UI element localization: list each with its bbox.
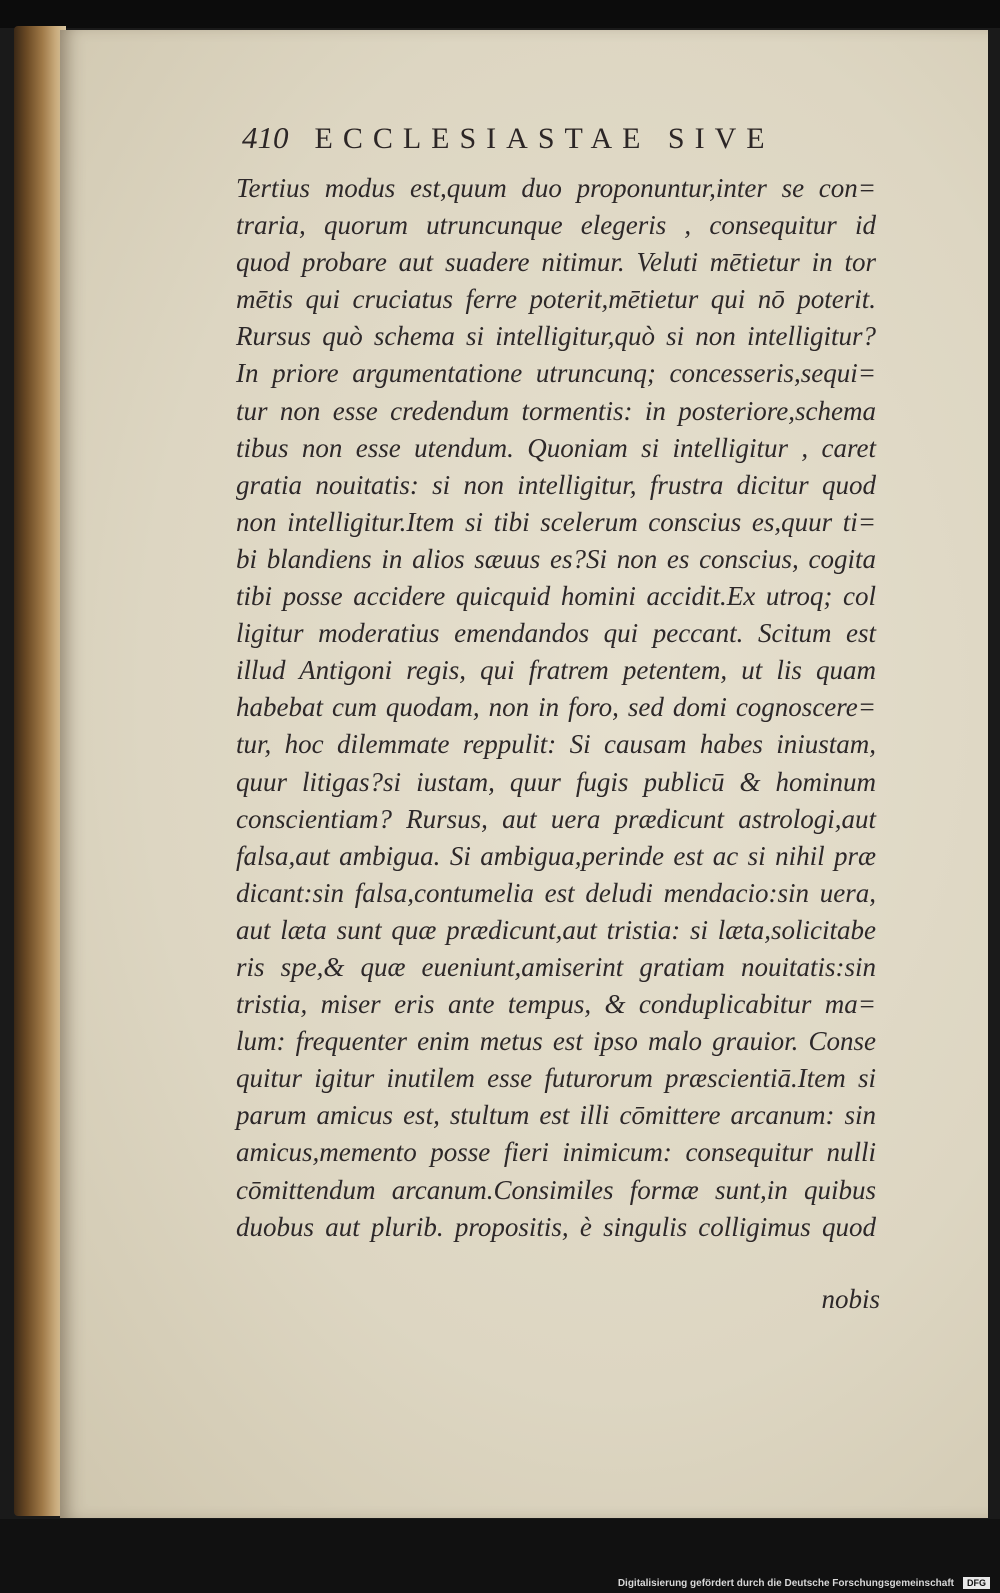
text-line: Rursus quò schema si intelligitur,quò si non intelligitur? <box>236 321 876 352</box>
catchword: nobis <box>821 1284 880 1314</box>
running-head <box>242 120 902 170</box>
text-line: ris spe,& quæ eueniunt,amiserint gratiam nouitatis:sin <box>236 951 876 982</box>
text-line: cōmittendum arcanum.Consimiles formæ sunt,in quibus <box>236 1174 876 1205</box>
text-line: illud Antigoni regis, qui fratrem petentem, ut lis quam <box>236 655 876 686</box>
text-line: bi blandiens in alios sæuus es?Si non es conscius, cogita <box>236 543 876 574</box>
text-line: amicus,memento posse fieri inimicum: consequitur nulli <box>236 1137 876 1168</box>
digitization-credit: Digitalisierung gefördert durch die Deutsche Forschungsgemeinschaft <box>617 1578 954 1589</box>
text-line: mētis qui cruciatus ferre poterit,mētietur qui nō poterit. <box>236 284 876 315</box>
text-line: non intelligitur.Item si tibi scelerum conscius es,quur ti= <box>236 506 876 537</box>
scan-top-border <box>0 0 1000 28</box>
text-line: ligitur moderatius emendandos qui peccant. Scitum est <box>236 618 876 649</box>
text-line: tur non esse credendum tormentis: in posteriore,schema <box>236 395 876 426</box>
page-number: 410 <box>242 120 289 155</box>
text-line: duobus aut plurib. propositis, è singulis colligimus quod <box>236 1211 876 1242</box>
text-line: quod probare aut suadere nitimur. Veluti mētietur in tor <box>236 247 876 278</box>
text-line: aut læta sunt quæ prædicunt,aut tristia: si læta,solicitabe <box>236 914 876 945</box>
text-line: quur litigas?si iustam, quur fugis publicū & hominum <box>236 766 876 797</box>
text-line: falsa,aut ambigua. Si ambigua,perinde est ac si nihil præ <box>236 840 876 871</box>
dfg-logo: DFG <box>963 1577 990 1589</box>
text-line: quitur igitur inutilem esse futurorum præscientiā.Item si <box>236 1063 876 1094</box>
text-line: traria, quorum utruncunque elegeris , consequitur id <box>236 210 876 241</box>
text-line: In priore argumentatione utruncunq; concesseris,sequi= <box>236 358 876 389</box>
text-line: conscientiam? Rursus, aut uera prædicunt astrologi,aut <box>236 803 876 834</box>
text-line: parum amicus est, stultum est illi cōmittere arcanum: sin <box>236 1100 876 1131</box>
body-text <box>236 170 876 1246</box>
book-spine-edge <box>14 26 66 1516</box>
text-line: tibi posse accidere quicquid homini accidit.Ex utroq; col <box>236 581 876 612</box>
running-title: ECCLESIASTAE SIVE <box>314 122 775 155</box>
text-line: lum: frequenter enim metus est ipso malo grauior. Conse <box>236 1026 876 1057</box>
text-line: tristia, miser eris ante tempus, & conduplicabitur ma= <box>236 989 876 1020</box>
text-line: tur, hoc dilemmate reppulit: Si causam habes iniustam, <box>236 729 876 760</box>
text-line: Tertius modus est,quum duo proponuntur,inter se con= <box>236 173 876 203</box>
text-line: habebat cum quodam, non in foro, sed domi cognoscere= <box>236 692 876 723</box>
text-line: tibus non esse utendum. Quoniam si intelligitur , caret <box>236 432 876 463</box>
text-line: gratia nouitatis: si non intelligitur, frustra dicitur quod <box>236 469 876 500</box>
text-line: dicant:sin falsa,contumelia est deludi mendacio:sin uera, <box>236 877 876 908</box>
